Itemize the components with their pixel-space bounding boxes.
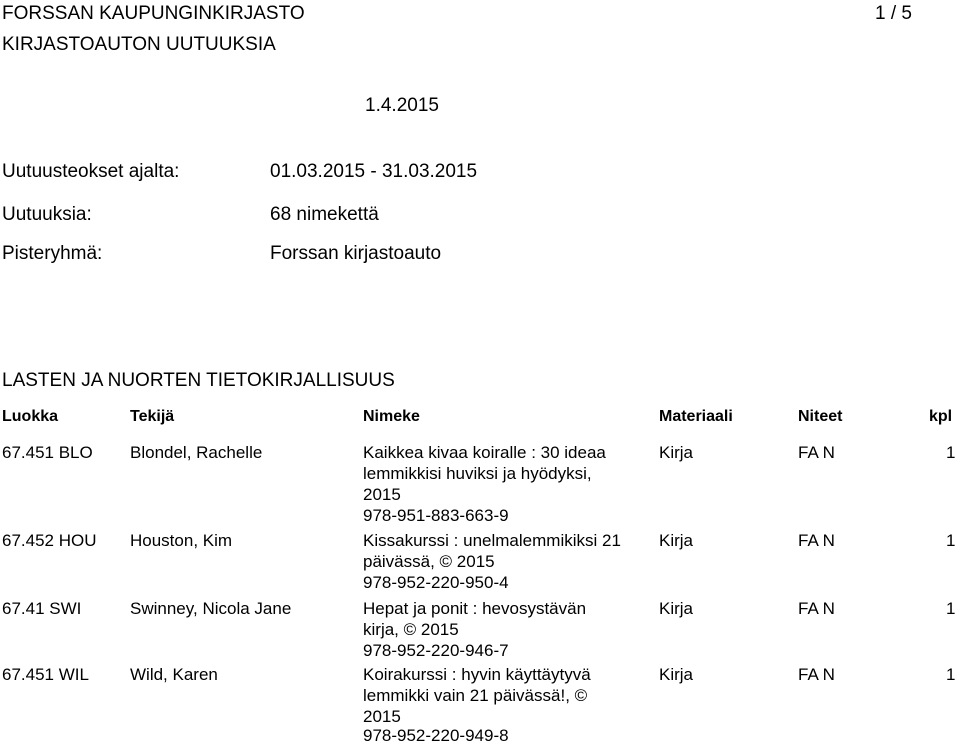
row-author: Wild, Karen	[130, 665, 218, 684]
row-title-line: 2015	[363, 707, 401, 726]
row-qty: 1	[946, 599, 956, 618]
column-header-author: Tekijä	[130, 408, 175, 425]
row-title-line: Kaikkea kivaa koiralle : 30 ideaa	[363, 443, 606, 462]
row-title-line: 2015	[363, 485, 401, 504]
row-notes: FA N	[798, 665, 835, 684]
report-date: 1.4.2015	[365, 95, 439, 116]
row-title-line: lemmikkisi huviksi ja hyödyksi,	[363, 464, 592, 483]
row-isbn: 978-952-220-949-8	[363, 726, 509, 745]
row-title-line: lemmikki vain 21 päivässä!, ©	[363, 686, 588, 705]
row-isbn: 978-952-220-950-4	[363, 573, 509, 592]
row-author: Houston, Kim	[130, 531, 233, 550]
row-material: Kirja	[659, 443, 694, 462]
section-title: LASTEN JA NUORTEN TIETOKIRJALLISUUS	[2, 370, 395, 391]
list-title: KIRJASTOAUTON UUTUUKSIA	[2, 34, 276, 55]
row-author: Swinney, Nicola Jane	[130, 599, 292, 618]
period-label: Uutuusteokset ajalta:	[2, 161, 180, 182]
count-value: 68 nimekettä	[270, 204, 379, 225]
row-title-line: päivässä, © 2015	[363, 552, 495, 571]
row-title-line: Kissakurssi : unelmalemmikiksi 21	[363, 531, 621, 550]
group-label: Pisteryhmä:	[2, 243, 103, 264]
period-value: 01.03.2015 - 31.03.2015	[270, 161, 478, 182]
row-notes: FA N	[798, 531, 835, 550]
row-qty: 1	[946, 665, 956, 684]
row-class: 67.451 WIL	[2, 665, 89, 684]
row-class: 67.452 HOU	[2, 531, 97, 550]
column-header-material: Materiaali	[659, 408, 733, 425]
count-label: Uutuuksia:	[2, 204, 92, 225]
row-material: Kirja	[659, 665, 694, 684]
row-qty: 1	[946, 443, 956, 462]
row-qty: 1	[946, 531, 956, 550]
row-title-line: kirja, © 2015	[363, 620, 459, 639]
column-header-notes: Niteet	[798, 408, 843, 425]
row-notes: FA N	[798, 599, 835, 618]
group-value: Forssan kirjastoauto	[270, 243, 442, 264]
row-author: Blondel, Rachelle	[130, 443, 263, 462]
column-header-class: Luokka	[2, 408, 59, 425]
row-class: 67.41 SWI	[2, 599, 82, 618]
row-material: Kirja	[659, 531, 694, 550]
row-title	[363, 530, 648, 593]
library-name: FORSSAN KAUPUNGINKIRJASTO	[2, 3, 305, 24]
column-header-title: Nimeke	[363, 408, 420, 425]
row-title	[363, 598, 648, 661]
row-title	[363, 664, 648, 727]
row-class: 67.451 BLO	[2, 443, 93, 462]
page-number: 1 / 5	[875, 3, 912, 24]
row-title-line: Hepat ja ponit : hevosystävän	[363, 599, 587, 618]
row-material: Kirja	[659, 599, 694, 618]
row-notes: FA N	[798, 443, 835, 462]
row-title	[363, 442, 648, 526]
row-title-line: Koirakurssi : hyvin käyttäytyvä	[363, 665, 591, 684]
column-header-qty: kpl	[929, 408, 953, 425]
row-isbn: 978-952-220-946-7	[363, 641, 509, 660]
row-isbn: 978-951-883-663-9	[363, 506, 509, 525]
